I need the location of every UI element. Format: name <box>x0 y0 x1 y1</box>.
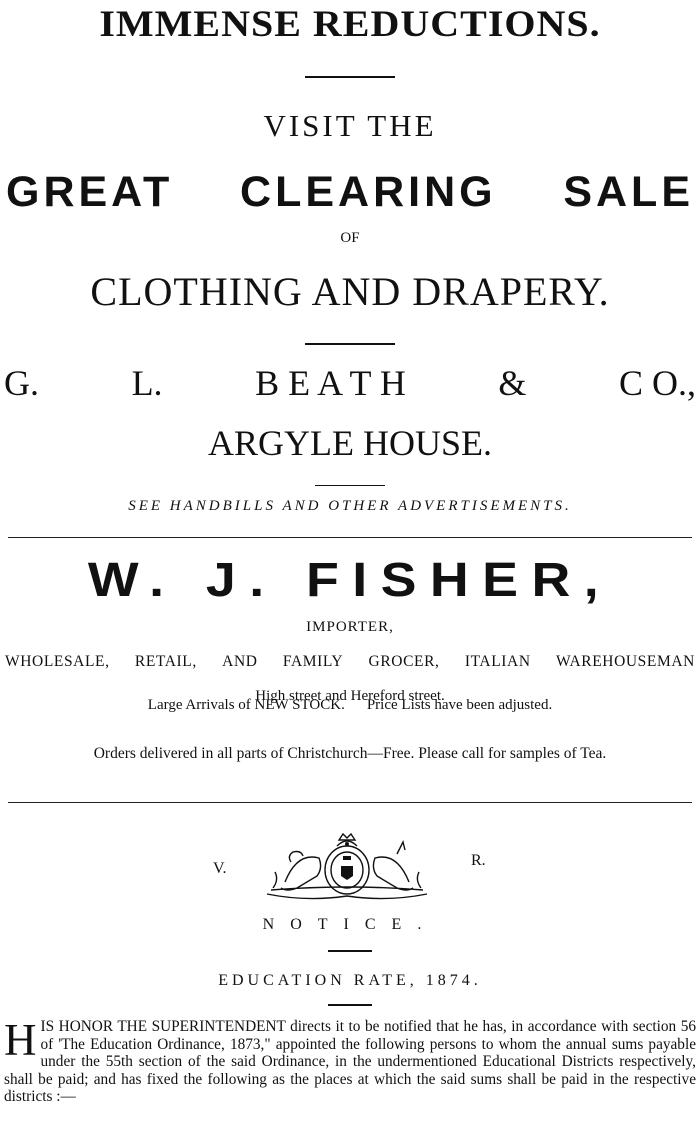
trade-line <box>0 653 700 671</box>
education-rate-heading: EDUCATION RATE, 1874. <box>218 972 482 989</box>
fisher-name: W. J. FISHER, <box>87 554 613 607</box>
firm-part: G. <box>4 363 39 403</box>
notice-heading: NOTICE. <box>262 916 438 933</box>
word-clearing: CLEARING <box>240 168 497 216</box>
great-clearing-sale-line <box>0 168 700 217</box>
firm-part: C O., <box>618 363 696 403</box>
word-sale: SALE <box>563 168 694 216</box>
royal-coat-of-arms-icon <box>257 832 437 907</box>
trade-word: GROCER, <box>368 653 440 670</box>
trade-word: ITALIAN <box>464 653 531 670</box>
v-initial: V. <box>213 860 227 877</box>
importer-line: IMPORTER, <box>306 619 394 635</box>
firm-part: & <box>498 363 527 403</box>
clothing-and-drapery-line: CLOTHING AND DRAPERY. <box>90 269 610 314</box>
firm-name-line <box>0 362 700 404</box>
word-great: GREAT <box>6 168 174 216</box>
drop-cap: H <box>4 1015 37 1065</box>
arrivals-text: Large Arrivals of NEW STOCK. <box>147 697 345 713</box>
firm-part: L. <box>131 363 163 403</box>
column-rule <box>0 537 700 538</box>
headline-immense-reductions: IMMENSE REDUCTIONS. <box>99 2 601 45</box>
see-handbills-note: SEE HANDBILLS AND OTHER ADVERTISEMENTS. <box>128 498 572 514</box>
column-rule <box>0 802 700 803</box>
trade-word: WHOLESALE, <box>5 653 110 670</box>
argyle-house-line: ARGYLE HOUSE. <box>208 423 492 463</box>
visit-the-line: VISIT THE <box>263 108 437 143</box>
orders-line: Orders delivered in all parts of Christchurch—Free. Please call for samples of Tea. <box>93 745 607 762</box>
divider <box>0 950 700 952</box>
divider <box>0 485 700 486</box>
trade-word: WAREHOUSEMAN <box>555 653 695 670</box>
divider <box>0 76 700 78</box>
notice-body-paragraph <box>4 1015 696 1106</box>
notice-body-text: IS HONOR THE SUPERINTENDENT directs it to be notified that he has, in accordance with section 56 of 'The Education Ordinance, 1873," appointed the following persons to whom the annual sums payable under the 55th section of the said Ordinance, in the undermentioned Educational Districts respectively, shall be paid; and has fixed the following as the places at which the said sums shall be paid in the respective districts :— <box>4 1018 696 1105</box>
prices-text: Price Lists have been adjusted. <box>366 697 553 713</box>
address-line: High street and Hereford street. <box>255 688 445 704</box>
of-line: OF <box>340 230 360 246</box>
stock-line <box>0 697 700 714</box>
trade-word: AND <box>222 653 258 670</box>
divider <box>0 343 700 345</box>
firm-part: B E A T H <box>255 363 406 403</box>
crest-row <box>0 832 700 912</box>
r-initial: R. <box>471 852 486 869</box>
divider <box>0 1004 700 1006</box>
trade-word: FAMILY <box>282 653 344 670</box>
trade-word: RETAIL, <box>134 653 197 670</box>
